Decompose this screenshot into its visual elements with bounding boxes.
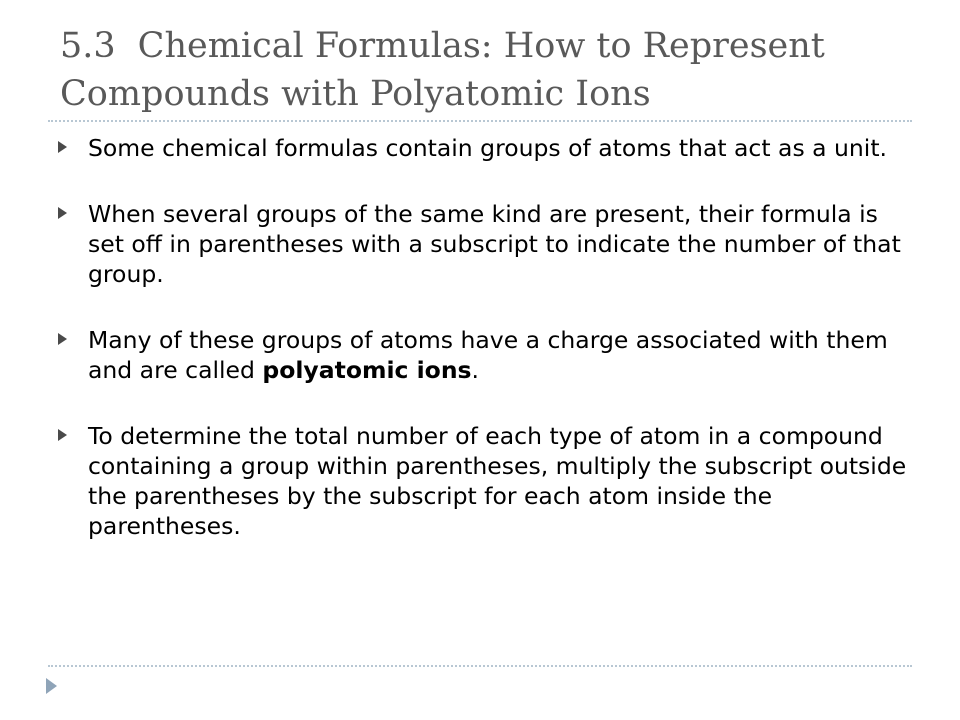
bullet-text-after: .	[471, 356, 480, 384]
bullet-text: To determine the total number of each type of atom in a compound containing a group within parentheses, multiply the subscript outside the parentheses by the subscript for each atom inside the parentheses.	[88, 422, 907, 540]
bullet-text: When several groups of the same kind are present, their formula is set off in parentheses with a subscript to indicate the number of that group.	[88, 200, 901, 288]
bullet-item	[58, 133, 918, 163]
triangle-bullet-icon	[58, 207, 67, 219]
bullet-list	[58, 133, 918, 577]
triangle-bullet-icon	[58, 333, 67, 345]
title-text: Chemical Formulas: How to Represent Compounds with Polyatomic Ions	[60, 26, 825, 114]
slide-title	[60, 22, 920, 118]
footer-divider	[48, 665, 912, 667]
title-number: 5.3	[60, 26, 116, 66]
bullet-term-polyatomic-ions: polyatomic ions	[262, 356, 472, 384]
title-divider	[48, 120, 912, 122]
triangle-footer-icon	[46, 678, 57, 694]
bullet-item	[58, 325, 918, 385]
bullet-item	[58, 199, 918, 289]
triangle-bullet-icon	[58, 429, 67, 441]
bullet-text: Some chemical formulas contain groups of atoms that act as a unit.	[88, 134, 888, 162]
bullet-text-before: Many of these groups of atoms have a charge associated with them and are called	[88, 326, 888, 384]
bullet-item	[58, 421, 918, 541]
triangle-bullet-icon	[58, 141, 67, 153]
